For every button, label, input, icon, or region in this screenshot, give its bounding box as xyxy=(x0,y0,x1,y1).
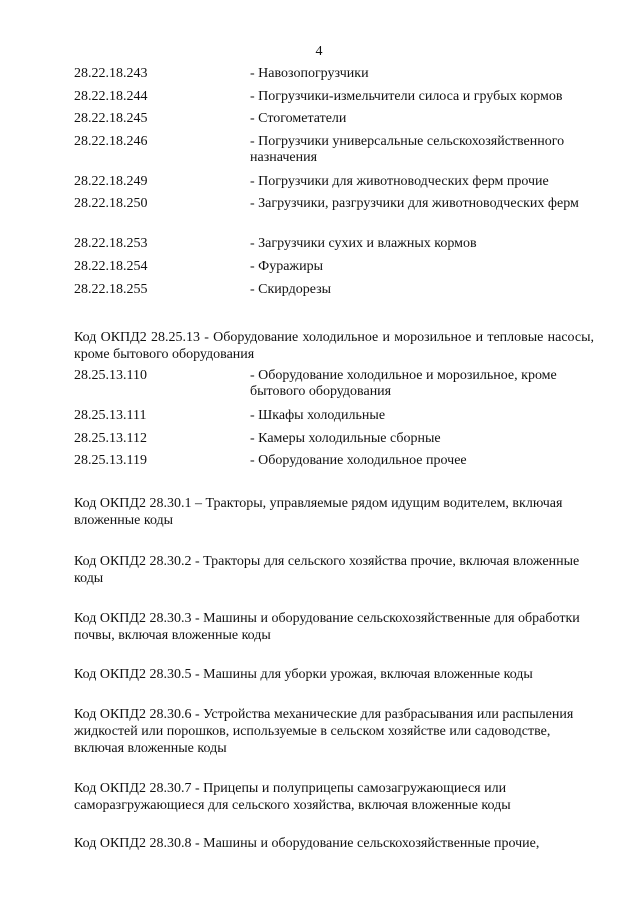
page-number: 4 xyxy=(315,44,323,59)
table-row xyxy=(74,196,594,236)
paragraph-28-30-5: Код ОКПД2 28.30.5 - Машины для уборки урожая, включая вложенные коды xyxy=(74,667,533,682)
table-row xyxy=(74,259,594,282)
row-description: - Погрузчики для животноводческих ферм прочие xyxy=(250,174,549,189)
paragraph-28-30-3: Код ОКПД2 28.30.3 - Машины и оборудование сельскохозяйственные для обработки почвы, включая вложенные коды xyxy=(74,611,580,643)
row-description: - Шкафы холодильные xyxy=(250,408,386,423)
paragraph-28-30-6: Код ОКПД2 28.30.6 - Устройства механические для разбрасывания или распыления жидкостей или порошков, используемые в сельском хозяйстве или садоводстве, включая вложенные коды xyxy=(74,707,574,756)
table-row xyxy=(74,174,594,196)
table-row xyxy=(74,368,594,408)
row-code: 28.25.13.119 xyxy=(74,453,147,468)
table-row xyxy=(74,89,594,111)
paragraph-28-30-8: Код ОКПД2 28.30.8 - Машины и оборудование сельскохозяйственные прочие, xyxy=(74,836,540,851)
row-code: 28.22.18.246 xyxy=(74,134,148,149)
row-code: 28.22.18.244 xyxy=(74,89,148,104)
row-description: - Навозопогрузчики xyxy=(250,66,369,81)
row-code: 28.22.18.250 xyxy=(74,196,148,211)
row-code: 28.22.18.243 xyxy=(74,66,148,81)
table-row xyxy=(74,431,594,453)
table-row xyxy=(74,453,594,475)
row-code: 28.25.13.111 xyxy=(74,408,147,423)
table-row xyxy=(74,111,594,134)
section-heading-28-25-13: Код ОКПД2 28.25.13 - Оборудование холодильное и морозильное и тепловые насосы, кроме бытового оборудования xyxy=(74,330,594,362)
row-description: - Погрузчики универсальные сельскохозяйственного назначения xyxy=(250,134,565,165)
table-row xyxy=(74,408,594,431)
row-description: - Загрузчики, разгрузчики для животноводческих ферм xyxy=(250,196,579,211)
table-row xyxy=(74,236,594,259)
row-code: 28.22.18.249 xyxy=(74,174,148,189)
table-row xyxy=(74,134,594,174)
row-description: - Загрузчики сухих и влажных кормов xyxy=(250,236,477,251)
row-description: - Камеры холодильные сборные xyxy=(250,431,441,446)
row-description: - Оборудование холодильное прочее xyxy=(250,453,467,468)
row-description: - Стогометатели xyxy=(250,111,347,126)
paragraph-28-30-2: Код ОКПД2 28.30.2 - Тракторы для сельского хозяйства прочие, включая вложенные коды xyxy=(74,554,580,586)
row-code: 28.22.18.253 xyxy=(74,236,148,251)
row-code: 28.22.18.255 xyxy=(74,282,148,297)
row-description: - Фуражиры xyxy=(250,259,324,274)
paragraph-28-30-7: Код ОКПД2 28.30.7 - Прицепы и полуприцепы самозагружающиеся или саморазгружающиеся для сельского хозяйства, включая вложенные коды xyxy=(74,781,511,813)
row-description: - Скирдорезы xyxy=(250,282,332,297)
row-description: - Погрузчики-измельчители силоса и грубых кормов xyxy=(250,89,563,104)
table-row xyxy=(74,66,594,89)
row-description: - Оборудование холодильное и морозильное, кроме бытового оборудования xyxy=(250,368,557,399)
table-row xyxy=(74,282,594,304)
row-code: 28.25.13.112 xyxy=(74,431,147,446)
row-code: 28.22.18.245 xyxy=(74,111,148,126)
code-list-28-22-18 xyxy=(74,66,594,304)
row-code: 28.25.13.110 xyxy=(74,368,147,383)
row-code: 28.22.18.254 xyxy=(74,259,148,274)
paragraph-28-30-1: Код ОКПД2 28.30.1 – Тракторы, управляемые рядом идущим водителем, включая вложенные коды xyxy=(74,496,563,528)
code-list-28-25-13 xyxy=(74,368,594,475)
